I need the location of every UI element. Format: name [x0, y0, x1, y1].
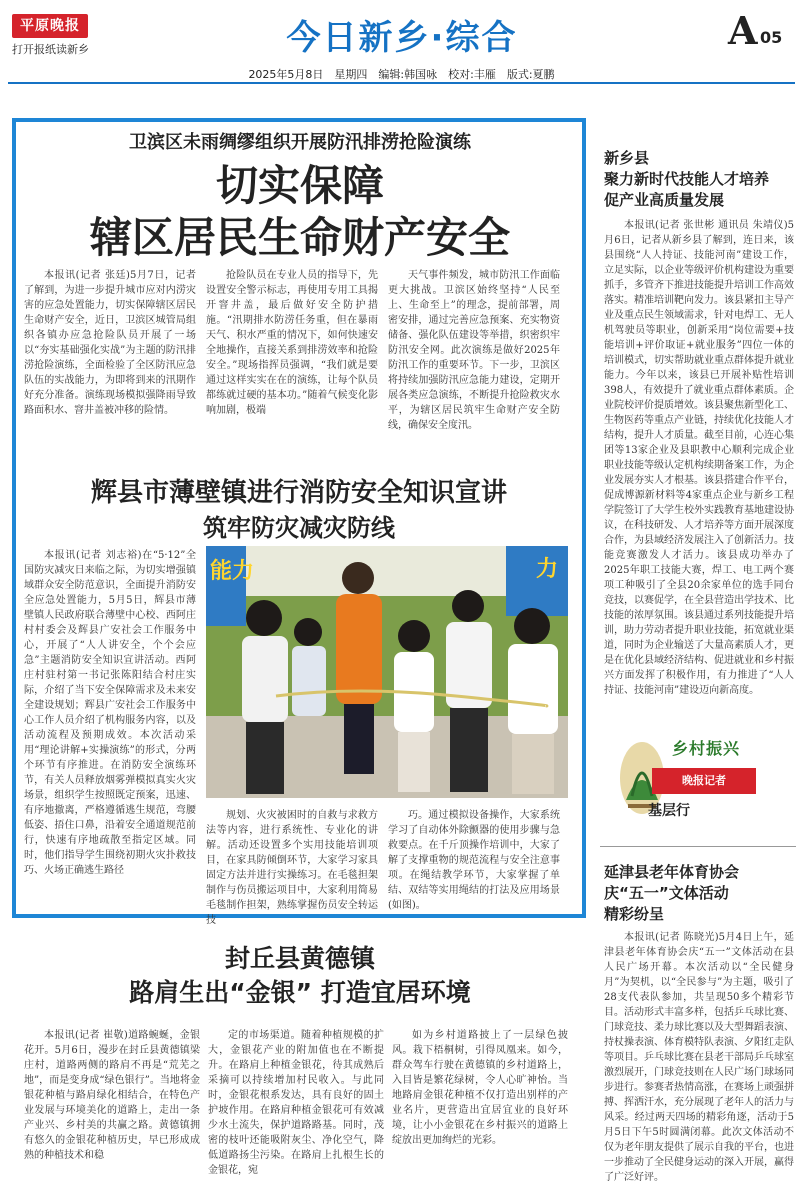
- page-number: 05: [760, 28, 783, 47]
- story1-kicker: 卫滨区未雨绸缪组织开展防汛排涝抢险演练: [129, 132, 471, 153]
- side-story1-headline-text: 新乡县 聚力新时代技能人才培养 促产业高质量发展: [604, 149, 770, 209]
- story1-headline-line1: 切实保障: [215, 161, 384, 210]
- page-letter: A: [728, 8, 758, 53]
- story1-headline: [30, 160, 570, 264]
- story1-headline-line2: 辖区居民生命财产安全: [89, 213, 510, 262]
- section-title: 今日新乡·综合: [286, 18, 518, 58]
- story2-column-1: 本报讯(记者 刘志裕)在“5·12”全国防灾减灾日来临之际，为切实增强镇域群众安全防范意识，全面提升消防安全应急处置能力，5月5日，辉县市薄壁镇人民政府联合薄壁中心校、西阿庄村村委会及辉县广安社会工作服务中心，开展了“人人讲安全，个个会应急”主题消防安全知识宣讲活动。西阿庄村驻村第一书记张陈阳结合村庄实际，介绍了当下安全保障需求及未来安全建设规划；辉县广安社会工作服务中心工作人员介绍了机构服务内容，以及活动流程及预期成效。本次活动采用“理论讲解+实操演练”的形式，分两个环节有序推进。在消防安全演练环节，有关人员释放烟雾弹模拟真实火灾场景，组织学生按照既定预案，迅速、有序地撤离，严格遵循逃生规范，弯腰低姿、捂住口鼻，沿着安全通道规范前行，快速有序地疏散至指定区域。同时，他们指导学生围绕初期火灾扑救技巧、火场正确逃生路径: [24, 550, 196, 876]
- story2-column-2: 规划、火灾被困时的自救与求救方法等内容，进行系统性、专业化的讲解。活动还设置多个实用技能培训项目，在家具防倾倒环节，大家学习家具固定方法并进行实操练习。在毛毯担架制作与伤员搬运项目中，大家利用简易毛毯制作担架，熟练掌握伤员安全转运技: [206, 810, 378, 926]
- side-story1-body: 本报讯(记者 张世彬 通讯员 朱靖仪)5月6日，记者从新乡县了解到，连日来，该县围绕“人人持证、技能河南”建设工作，立足实际，以企业等级评价机构建设为重要抓手，多管齐下推进技能提升培训工作高效落实。精准培训靶向发力。该县紧扣主导产业及重点民生领域需求，针对电焊工、无人机驾驶员等职业，创新采用“岗位需要+技能培训+评价取证+就业服务”四位一体的培训模式，切实帮助就业重点群体提升就业能力。今年以来，该县已开展补贴性培训398人，有效提升了就业重点群体素质。企业院校评价提质增效。该县聚焦新型化工、生物医药等重点产业链，持续优化技能人才结构，提升人才质量。截至目前，心连心集团等13家企业及县职教中心顺利完成企业职业技能等级认定机构续期备案工作，为企业发展夯实人才根基。该县搭建合作平台，促成博源新材料等4家重点企业与新乡工程学院签订了大学生校外实践教育基地建设协议，在科技研发、人才培养等方面开展深度合作，为县域经济发展注入了创新活力。技能竞赛激发人才活力。该县成功举办了2025年职工技能大赛，焊工、电工两个赛项工种吸引了全县20余家单位的选手同台竞技，以赛促学，在全县营造出学技术、比技能的浓厚氛围。该县通过系列技能提升培训，助力劳动者提升职业技能，拓宽就业渠道，同时为企业输送了大量高素质人才，更是在优化县域经济结构、促进就业和乡村振兴方面发挥了积极作用，有力推进了“人人持证、技能河南”建设迈向新高度。: [604, 220, 794, 696]
- story3-headline: [20, 942, 580, 1010]
- side-story2-headline: [604, 862, 794, 925]
- masthead: [0, 0, 803, 62]
- story3-column-1: 本报讯(记者 崔敬)道路蜿蜒，金银花开。5月6日，漫步在封丘县黄德镇梁庄村，道路两侧的路肩不再是“荒芜之地”，而是变身成“绿色银行”。当地将金银花种植与路肩绿化相结合，在特色产业发展与环境美化的道路上，走出一条产业兴、乡村美的共赢之路。黄德镇拥有悠久的金银花种植历史，早已形成成熟的种植技术和稳: [24, 1030, 200, 1161]
- badge-subtitle: 晚报记者: [652, 768, 756, 794]
- story3-column-3: 如为乡村道路披上了一层绿色披风。栽下梧桐树，引得凤凰来。如今，群众驾车行驶在黄德镇的乡村道路上，入目皆是繁花绿树，令人心旷神怡。当地路肩金银花种植不仅打造出别样的产业名片，更营造出宜居宜业的良好环境，让小小金银花在乡村振兴的道路上绽放出更加绚烂的光彩。: [392, 1030, 568, 1146]
- story2-headline: 辉县市薄壁镇进行消防安全知识宣讲: [90, 478, 507, 508]
- badge-title: 乡村振兴: [672, 739, 741, 758]
- photo-banner-text-right: 力: [536, 557, 559, 582]
- side-story2-headline-text: 延津县老年体育协会 庆“五一”文体活动 精彩纷呈: [604, 863, 740, 923]
- dateline: 2025年5月8日 星期四 编辑:韩国咏 校对:丰雁 版式:夏鹏: [248, 68, 555, 81]
- person-child-back: [292, 618, 326, 716]
- fire-safety-training-photo: [206, 546, 568, 798]
- story1-column-3: 天气事件频发，城市防汛工作面临更大挑战。卫滨区始终坚持“人民至上、生命至上”的理念，提前部署，周密安排，通过完善应急预案、充实物资储备、强化队伍建设等举措，织密织牢防汛安全网。此次演练是做好2025年防汛工作的重要环节。下一步，卫滨区将持续加强防汛应急能力建设，定期开展各类应急演练，不断提升抢险救灾水平，为辖区居民筑牢生命财产安全防线，确保安全度汛。: [388, 270, 560, 431]
- side-story1-headline: [604, 148, 794, 211]
- story3-headline-line1: 封丘县黄德镇: [224, 944, 375, 973]
- story3-column-2: 定的市场渠道。随着种植规模的扩大，金银花产业的附加值也在不断提升。在路肩上种植金银花，待其成熟后采摘可以持续增加村民收入。与此同时，金银花根系发达，具有良好的固土护坡作用。在路肩种植金银花可有效减少水土流失，保护道路路基。同时，茂密的枝叶还能吸附灰尘、净化空气，降低道路扬尘污染。在路肩上扎根生长的金银花，宛: [208, 1030, 384, 1176]
- photo-banner-text: 能力: [210, 559, 255, 584]
- story2-subhead: 筑牢防灾减灾防线: [203, 514, 395, 542]
- story1-column-1: 本报讯(记者 张廷)5月7日，记者了解到，为进一步提升城市应对内涝灾害的应急处置能力，切实保障辖区居民生命财产安全，近日，卫滨区城管局组织各镇办应急抢险队员开展了一场以“夯实基础强化实战”为主题的防汛排涝抢险演练，全面检验了全区防汛应急队伍的实战能力，为即将到来的汛期作好充分准备。演练现场模拟强降雨导致路面积水、窨井盖被冲移的险情。: [24, 270, 196, 416]
- header-divider: [8, 82, 795, 84]
- side-story2-body: 本报讯(记者 陈晓光)5月4日上午，延津县老年体育协会庆“五一”文体活动在县人民广场开幕。本次活动以“全民健身月”为契机，以“全民参与”为主题，吸引了28支代表队参加，共呈现50多个精彩节目。活动形式丰富多样，包括乒乓球比赛、门球竞技、柔力球比赛以及大型舞蹈表演、持杖操表演、体育模特队表演、夕阳红走队等项目。乒乓球比赛在县老干部局乒乓球室激烈展开，门球竞技则在人民广场门球场同步进行。参赛者热情高涨，在赛场上顽强拼搏、挥洒汗水，充分展现了老年人的活力与风采。经过两天四场的精彩角逐，活动于5月5日下午5时圆满闭幕。此次文体活动不仅为老年朋友提供了展示自我的平台，也进一步推动了全民健身运动的深入开展，赢得了广泛好评。: [604, 932, 794, 1183]
- story3-headline-line2: 路肩生出“金银” 打造宜居环境: [129, 978, 471, 1007]
- rural-revitalization-badge: [616, 730, 756, 822]
- photo-illustration: [206, 546, 568, 798]
- side-divider: [600, 846, 796, 847]
- badge-caption: 基层行: [648, 803, 690, 819]
- story1-column-2: 抢险队员在专业人员的指导下，先设置安全警示标志，再使用专用工具揭开窨井盖，最后做好安全防护措施。“汛期排水防涝任务重，但在暴雨天气、积水严重的情况下，如何快速安全地操作，直接关系到排涝效率和抢险安全。”现场指挥员强调，“我们就是要通过这样实实在在的演练，让每个队员都练就过硬的基本功。”随着气候变化影响加剧，极端: [206, 270, 378, 416]
- story2-column-3: 巧。通过模拟设备操作，大家系统学习了自动体外除颤器的使用步骤与急救要点。在千斤顶操作培训中，大家了解了支撑重物的规范流程与安全注意事项。在绳结教学环节，大家掌握了单结、双结等实用绳结的打法及应用场景(如图)。: [388, 810, 560, 911]
- newspaper-logo: 平原晚报: [12, 14, 88, 38]
- newspaper-slogan: 打开报纸读新乡: [12, 43, 89, 56]
